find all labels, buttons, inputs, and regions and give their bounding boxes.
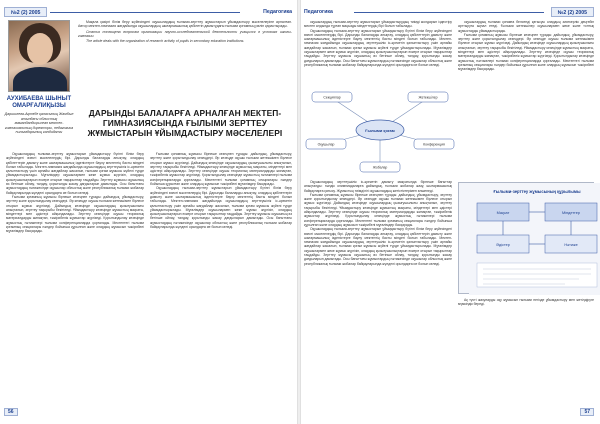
right-header xyxy=(551,6,594,18)
organization-diagram xyxy=(304,84,456,176)
column-text-cont: Оқушылардың ғылыми-зерттеу жұмыстарын ұйымдастыру бүгінгі білім беру жүйесіндегі өзекті мәселелердің бірі. Дарынды балаларды анықтау, олардың қабілеттерін дамыту және шығармашылық ізденістерге баулу мектептің басты міндеті болып табылады. Мектеп-гимназия жағдайында оқушылардың зерттеушілік іс-әрекетін қалыптастыру үшін арнайы жағдайлар жасалып, ғылыми қоғам жұмысы жүйелі түрде ұйымдастырылады. Мұғалімдер оқушылармен жеке жұмыс жүргізіп, олардың қызығушылықтарын ескере отырып тақырыптар таңдайды. Зерттеу жұмысы оқушының өз бетінше ойлау, талдау, қорытынды жасау дағдыларын дамытады. Осы бағыттағы жұмыстардың нәтижесінде оқушылар облыстық және республикалық ғылыми жобалар байқауларында жүлделі орындарға ие болып келеді. xyxy=(304,28,452,67)
abstract-block xyxy=(78,20,292,44)
left-rubric xyxy=(263,6,292,18)
header-rule xyxy=(50,12,240,13)
figure-box-3: Әдістер xyxy=(496,243,510,247)
figure-box-2: Міндеттер xyxy=(562,211,580,215)
rubric-label: Педагогика xyxy=(263,9,292,15)
column-text: Оқушылардың зерттеушілік іс-әрекетін дамыту мақсатында бірнеше бағыттар анықталды: пәндік олимпиадаларға дайындық, ғылыми жобалар жазу, шығармашылық байқауларға қатысу. Жұмыстың тиімділігі оқушылардың жетістіктерімен өлшенеді. xyxy=(304,180,452,193)
column-text: Ақ түсті жазуларды оқу жұмысын ғылыми негізде ұйымдастыру мен жетілдіруге мүмкіндік береді. xyxy=(458,298,594,307)
diagram-node-b: Жетекшілер xyxy=(418,95,438,100)
abstract-en: The article deals with the organization of research activity of pupils in secondary education institutions. xyxy=(86,39,245,44)
right-page xyxy=(302,6,598,418)
text-column-1 xyxy=(6,152,144,406)
column-text-cont: Оқушылардың ғылыми-зерттеу жұмыстарын ұйымдастыру бүгінгі білім беру жүйесіндегі өзекті мәселелердің бірі. Дарынды балаларды анықтау, олардың қабілеттерін дамыту және шығармашылық ізденістерге баулу мектептің басты міндеті болып табылады. Мектеп-гимназия жағдайында оқушылардың зерттеушілік іс-әрекетін қалыптастыру үшін арнайы жағдайлар жасалып, ғылыми қоғам жұмысы жүйелі түрде ұйымдастырылады. Мұғалімдер оқушылармен жеке жұмыс жүргізіп, олардың қызығушылықтарын ескере отырып тақырыптар таңдайды. Зерттеу жұмысы оқушының өз бетінше ойлау, талдау, қорытынды жасау дағдыларын дамытады. Осы бағыттағы жұмыстардың нәтижесінде оқушылар облыстық және республикалық ғылыми жобалар байқауларында жүлделі орындарға ие болып келеді. xyxy=(150,186,292,230)
issue-badge: №2 (2) 2005 xyxy=(551,7,594,17)
left-page xyxy=(2,6,296,418)
figure-heading: Ғылыми-зерттеу жұмысының құрылымы xyxy=(493,189,581,194)
column-text: Оқушылардың ғылыми-зерттеу жұмыстарын ұйымдастыру бүгінгі білім беру жүйесіндегі өзекті мәселелердің бірі. Дарынды балаларды анықтау, олардың қабілеттерін дамыту және шығармашылық ізденістерге баулу мектептің басты міндеті болып табылады. Мектеп-гимназия жағдайында оқушылардың зерттеушілік іс-әрекетін қалыптастыру үшін арнайы жағдайлар жасалып, ғылыми қоғам жұмысы жүйелі түрде ұйымдастырылады. Мұғалімдер оқушылармен жеке жұмыс жүргізіп, олардың қызығушылықтарын ескере отырып тақырыптар таңдайды. Зерттеу жұмысы оқушының өз бетінше ойлау, талдау, қорытынды жасау дағдыларын дамытады. Осы бағыттағы жұмыстардың нәтижесінде оқушылар облыстық және республикалық ғылыми жобалар байқауларында жүлделі орындарға ие болып келеді. xyxy=(6,152,144,195)
right-column-1-bottom xyxy=(304,180,452,406)
column-text: оқушылардың ғылыми-зерттеу жұмыстарын ұйымдастырудың тиімді жолдарын іздестіру мектеп алдында тұрған маңызды міндеттердің бірі болып табылады. xyxy=(304,20,452,29)
diagram-center-label: Ғылыми қоғам xyxy=(365,128,395,133)
figure-box-1: Мақсат xyxy=(496,211,510,215)
gutter xyxy=(297,0,301,424)
structure-figure xyxy=(458,182,594,294)
right-column-2-bottom xyxy=(458,298,594,318)
article-title: ДАРЫНДЫ БАЛАЛАРҒА АРНАЛҒАН МЕКТЕП-ГИМНАЗИЯСЫНДА ҒЫЛЫМИ ЗЕРТТЕУ ЖҰМЫСТАРЫН ҰЙЫМДАСТЫРУ МӘСЕЛЕЛЕРІ xyxy=(87,108,283,138)
column-text-cont: Ғылыми қоғамның жұмысы бірнеше кезеңнен тұрады: дайындық, ұйымдастыру, зерттеу және қорытындылау кезеңдері. Әр кезеңде оқушы ғылыми жетекшімен бірлесе отырып жұмыс жүргізеді. Дайындық кезеңінде оқушылардың қызығушылығы анықталып, зерттеу тақырыбы бекітіледі. Ұйымдастыру кезеңінде жұмыстың мақсаты, міндеттері мен әдістері айқындалады. Зерттеу кезеңінде оқушы теориялық материалдарды жинақтап, тәжірибелік жұмыстар жүргізеді. Қорытындылау кезеңінде жұмыстың нәтижелері ғылыми конференцияларда қорғалады. Мектептегі ғылыми қоғамның секциялары пәндер бойынша құрылған және олардың жұмысын тәжірибелі мұғалімдер басқарады. xyxy=(6,194,144,234)
diagram-node-a: Секциялар xyxy=(323,95,341,100)
author-photo xyxy=(8,20,70,92)
left-header xyxy=(4,6,47,18)
column-text-cont: Ғылыми қоғамның жұмысы бірнеше кезеңнен тұрады: дайындық, ұйымдастыру, зерттеу және қорытындылау кезеңдері. Әр кезеңде оқушы ғылыми жетекшімен бірлесе отырып жұмыс жүргізеді. Дайындық кезеңінде оқушылардың қызығушылығы анықталып, зерттеу тақырыбы бекітіледі. Ұйымдастыру кезеңінде жұмыстың мақсаты, міндеттері мен әдістері айқындалады. Зерттеу кезеңінде оқушы теориялық материалдарды жинақтап, тәжірибелік жұмыстар жүргізеді. Қорытындылау кезеңінде жұмыстың нәтижелері ғылыми конференцияларда қорғалады. Мектептегі ғылыми қоғамның секциялары пәндер бойынша құрылған және олардың жұмысын тәжірибелі мұғалімдер басқарады. xyxy=(304,192,452,227)
author-info: Даршилева-Ақтөбе қаласының Жамбыл атындағы облыстық мамандандырылған мектеп-гимназиясының директоры, педагогика ғылымдарының кандидаты xyxy=(4,112,74,135)
header-rule xyxy=(354,12,544,13)
right-column-1-top xyxy=(304,20,452,82)
abstract-kz: Мақала қазіргі білім беру жүйесіндегі оқушылардың ғылыми-зерттеу жұмыстарын ұйымдастыру мәселелеріне арналған. Автор мектеп-гимназия жағдайында оқушылардың шығармашылық қабілетін дамытудағы ғылыми қоғамның рөлін қарастырады. xyxy=(78,20,292,29)
text-column-2 xyxy=(150,152,292,406)
author-name: АУХИБАЕВА ШЫНЫТ ОМАРҒАЛИҚЫЗЫ xyxy=(6,96,72,109)
column-text-more: Оқушылардың ғылыми-зерттеу жұмыстарын ұйымдастыру бүгінгі білім беру жүйесіндегі өзекті мәселелердің бірі. Дарынды балаларды анықтау, олардың қабілеттерін дамыту және шығармашылық ізденістерге баулу мектептің басты міндеті болып табылады. Мектеп-гимназия жағдайында оқушылардың зерттеушілік іс-әрекетін қалыптастыру үшін арнайы жағдайлар жасалып, ғылыми қоғам жұмысы жүйелі түрде ұйымдастырылады. Мұғалімдер оқушылармен жеке жұмыс жүргізіп, олардың қызығушылықтарын ескере отырып тақырыптар таңдайды. Зерттеу жұмысы оқушының өз бетінше ойлау, талдау, қорытынды жасау дағдыларын дамытады. Осы бағыттағы жұмыстардың нәтижесінде оқушылар облыстық және республикалық ғылыми жобалар байқауларында жүлделі орындарға ие болып келеді. xyxy=(304,227,452,266)
issue-badge: №2 (2) 2005 xyxy=(4,7,47,17)
diagram-node-c: Оқушылар xyxy=(317,142,335,147)
rubric-label: Педагогика xyxy=(304,9,333,15)
page-number: 57 xyxy=(580,408,594,416)
column-text: оқушылардың ғылыми қоғамға белсенді қатысуы олардың зияткерлік деңгейін арттыруға ықпал етеді. Ғылыми жетекшілер оқушылармен жеке және топтық жұмыстарды ұйымдастырады. xyxy=(458,20,594,33)
right-rubric xyxy=(304,6,333,18)
diagram-node-d: Конференция xyxy=(423,142,445,147)
abstract-ru: Статья посвящена вопросам организации научно-исследовательской деятельности учащихся в условиях школы-гимназии. xyxy=(78,29,292,39)
page-number: 56 xyxy=(4,408,18,416)
column-text: Ғылыми қоғамның жұмысы бірнеше кезеңнен тұрады: дайындық, ұйымдастыру, зерттеу және қорытындылау кезеңдері. Әр кезеңде оқушы ғылыми жетекшімен бірлесе отырып жұмыс жүргізеді. Дайындық кезеңінде оқушылардың қызығушылығы анықталып, зерттеу тақырыбы бекітіледі. Ұйымдастыру кезеңінде жұмыстың мақсаты, міндеттері мен әдістері айқындалады. Зерттеу кезеңінде оқушы теориялық материалдарды жинақтап, тәжірибелік жұмыстар жүргізеді. Қорытындылау кезеңінде жұмыстың нәтижелері ғылыми конференцияларда қорғалады. Мектептегі ғылыми қоғамның секциялары пәндер бойынша құрылған және олардың жұмысын тәжірибелі мұғалімдер басқарады. xyxy=(150,152,292,187)
diagram-node-e: Жобалар xyxy=(372,165,388,170)
column-text-cont: Ғылыми қоғамның жұмысы бірнеше кезеңнен тұрады: дайындық, ұйымдастыру, зерттеу және қорытындылау кезеңдері. Әр кезеңде оқушы ғылыми жетекшімен бірлесе отырып жұмыс жүргізеді. Дайындық кезеңінде оқушылардың қызығушылығы анықталып, зерттеу тақырыбы бекітіледі. Ұйымдастыру кезеңінде жұмыстың мақсаты, міндеттері мен әдістері айқындалады. Зерттеу кезеңінде оқушы теориялық материалдарды жинақтап, тәжірибелік жұмыстар жүргізеді. Қорытындылау кезеңінде жұмыстың нәтижелері ғылыми конференцияларда қорғалады. Мектептегі ғылыми қоғамның секциялары пәндер бойынша құрылған және олардың жұмысын тәжірибелі мұғалімдер басқарады. xyxy=(458,32,594,72)
right-column-2-top xyxy=(458,20,594,178)
figure-box-4: Нәтиже xyxy=(564,243,578,247)
